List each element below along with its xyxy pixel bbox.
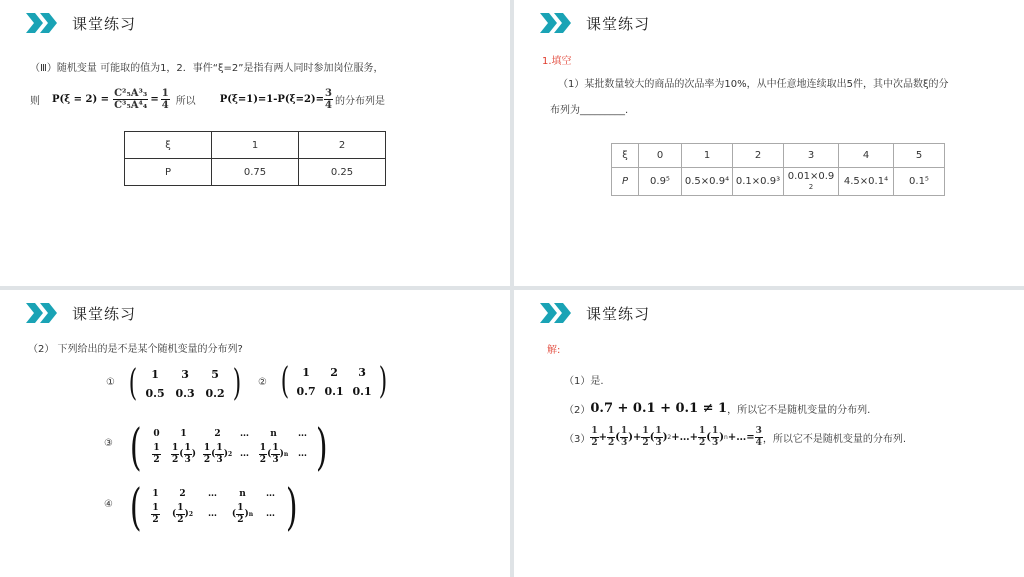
item-label: ③	[104, 438, 113, 449]
then-label: 则	[30, 96, 40, 107]
slide-1	[0, 0, 510, 286]
table-cell: 5	[894, 144, 945, 168]
table-cell: ξ	[612, 144, 639, 168]
item-label: ①	[106, 377, 115, 388]
table-cell: 0.1⁵	[894, 168, 945, 196]
slide-4	[514, 290, 1024, 576]
table-cell: 0.5×0.9⁴	[682, 168, 733, 196]
table-cell: 4.5×0.1⁴	[839, 168, 894, 196]
double-chevron-icon	[540, 13, 574, 33]
table-cell: 3	[784, 144, 839, 168]
matrix-1: ( 1 3 5 0.5 0.3 0.2 )	[128, 363, 242, 404]
table-cell: 4	[839, 144, 894, 168]
formula-p2-left: P(ξ = 2) =	[52, 94, 110, 105]
table-cell: 0.9⁵	[639, 168, 682, 196]
table-cell: ξ	[125, 132, 212, 159]
table-cell: 2	[299, 132, 386, 159]
fraction-three-quarter: $\frac{3}{4}$	[325, 88, 333, 111]
slide-title: 课堂练习	[72, 304, 137, 323]
double-chevron-icon	[26, 13, 60, 33]
fraction-quarter: $\frac{1}{4}$	[161, 88, 169, 111]
table-cell: 2	[733, 144, 784, 168]
problem-text: （1）某批数量较大的商品的次品率为10%，从中任意地连续取出5件，其中次品数ξ的分	[558, 79, 949, 90]
table-cell: P	[125, 159, 212, 186]
slide-title: 课堂练习	[586, 14, 651, 33]
table-cell: 1	[212, 132, 299, 159]
table-cell: 1	[682, 144, 733, 168]
problem-text: （Ⅲ）随机变量 可能取的值为1，2．事件“ξ=2”是指有两人同时参加岗位服务，	[30, 63, 384, 74]
answer-heading: 解:	[547, 345, 561, 356]
slide-2	[514, 0, 1024, 286]
distribution-table	[124, 131, 386, 186]
matrix-2: ( 1 2 3 0.7 0.1 0.1 )	[280, 361, 388, 402]
table-cell: 0.01×0.9 2	[784, 168, 839, 196]
formula-p1: P(ξ=1)=1-P(ξ=2)=	[219, 94, 325, 105]
problem-text-cont: 布列为_________.	[550, 105, 629, 116]
matrix-3: ( 0 1 2 … n … $\frac{1}{2}$ $\frac{1}{2}$ ( $\frac{1}{3}$ ) $\frac{1}{2}$ ( $\frac{1}{3}$ ) 2 … $\frac{1}{2}$ ( $\frac{1}{3}$ ) n … )	[129, 418, 328, 476]
question-text: （2） 下列给出的是不是某个随机变量的分布列?	[28, 344, 243, 355]
formula-line: 则 P(ξ = 2) = $\frac{\text{C²₅A³₃}}{\text{C³₅A⁴₄}}$ = $\frac{1}{4}$ 所以 P(ξ=1)=1-P(ξ=2)= $\frac{3}{4}$ 的分布列是	[30, 88, 386, 111]
item-label: ④	[104, 499, 113, 510]
table-cell: P	[612, 168, 639, 196]
suffix-label: 的分布列是	[335, 96, 386, 107]
section-heading: 1.填空	[542, 56, 572, 67]
so-label: 所以	[175, 96, 196, 107]
matrix-4: ( 1 2 … n … $\frac{1}{2}$ ( $\frac{1}{2}$ ) 2 … ( $\frac{1}{2}$ ) n … )	[129, 478, 298, 536]
double-chevron-icon	[26, 303, 60, 323]
slide-header	[26, 12, 136, 34]
distribution-table	[611, 143, 945, 196]
table-cell: 0.25	[299, 159, 386, 186]
sum-formula: 0.7 + 0.1 + 0.1 ≠ 1	[590, 401, 728, 416]
double-chevron-icon	[540, 303, 574, 323]
slide-title: 课堂练习	[586, 304, 651, 323]
slide-header	[540, 302, 650, 324]
item-label: ②	[258, 377, 267, 388]
slide-header	[540, 12, 650, 34]
slide-header	[26, 302, 136, 324]
slide-3	[0, 290, 510, 576]
slide-title: 课堂练习	[72, 14, 137, 33]
table-cell: 0.1×0.9³	[733, 168, 784, 196]
fraction-combination: $\frac{\text{C²₅A³₃}}{\text{C³₅A⁴₄}}$	[114, 88, 148, 111]
answer-2: （2） 0.7 + 0.1 + 0.1 ≠ 1 ，所以它不是随机变量的分布列.	[564, 401, 871, 416]
table-cell: 0.75	[212, 159, 299, 186]
table-cell: 0	[639, 144, 682, 168]
answer-1: （1）是.	[564, 376, 604, 387]
answer-3: （3） $\frac{1}{2}$ + $\frac{1}{2}$ ( $\frac{1}{3}$ ) + $\frac{1}{2}$ ( $\frac{1}{3}$ ) 2 +…+ $\frac{1}{2}$ ( $\frac{1}{3}$ ) n +…= $\frac{3}{4}$ ，所以它不是随机变量的分布列.	[564, 426, 907, 448]
